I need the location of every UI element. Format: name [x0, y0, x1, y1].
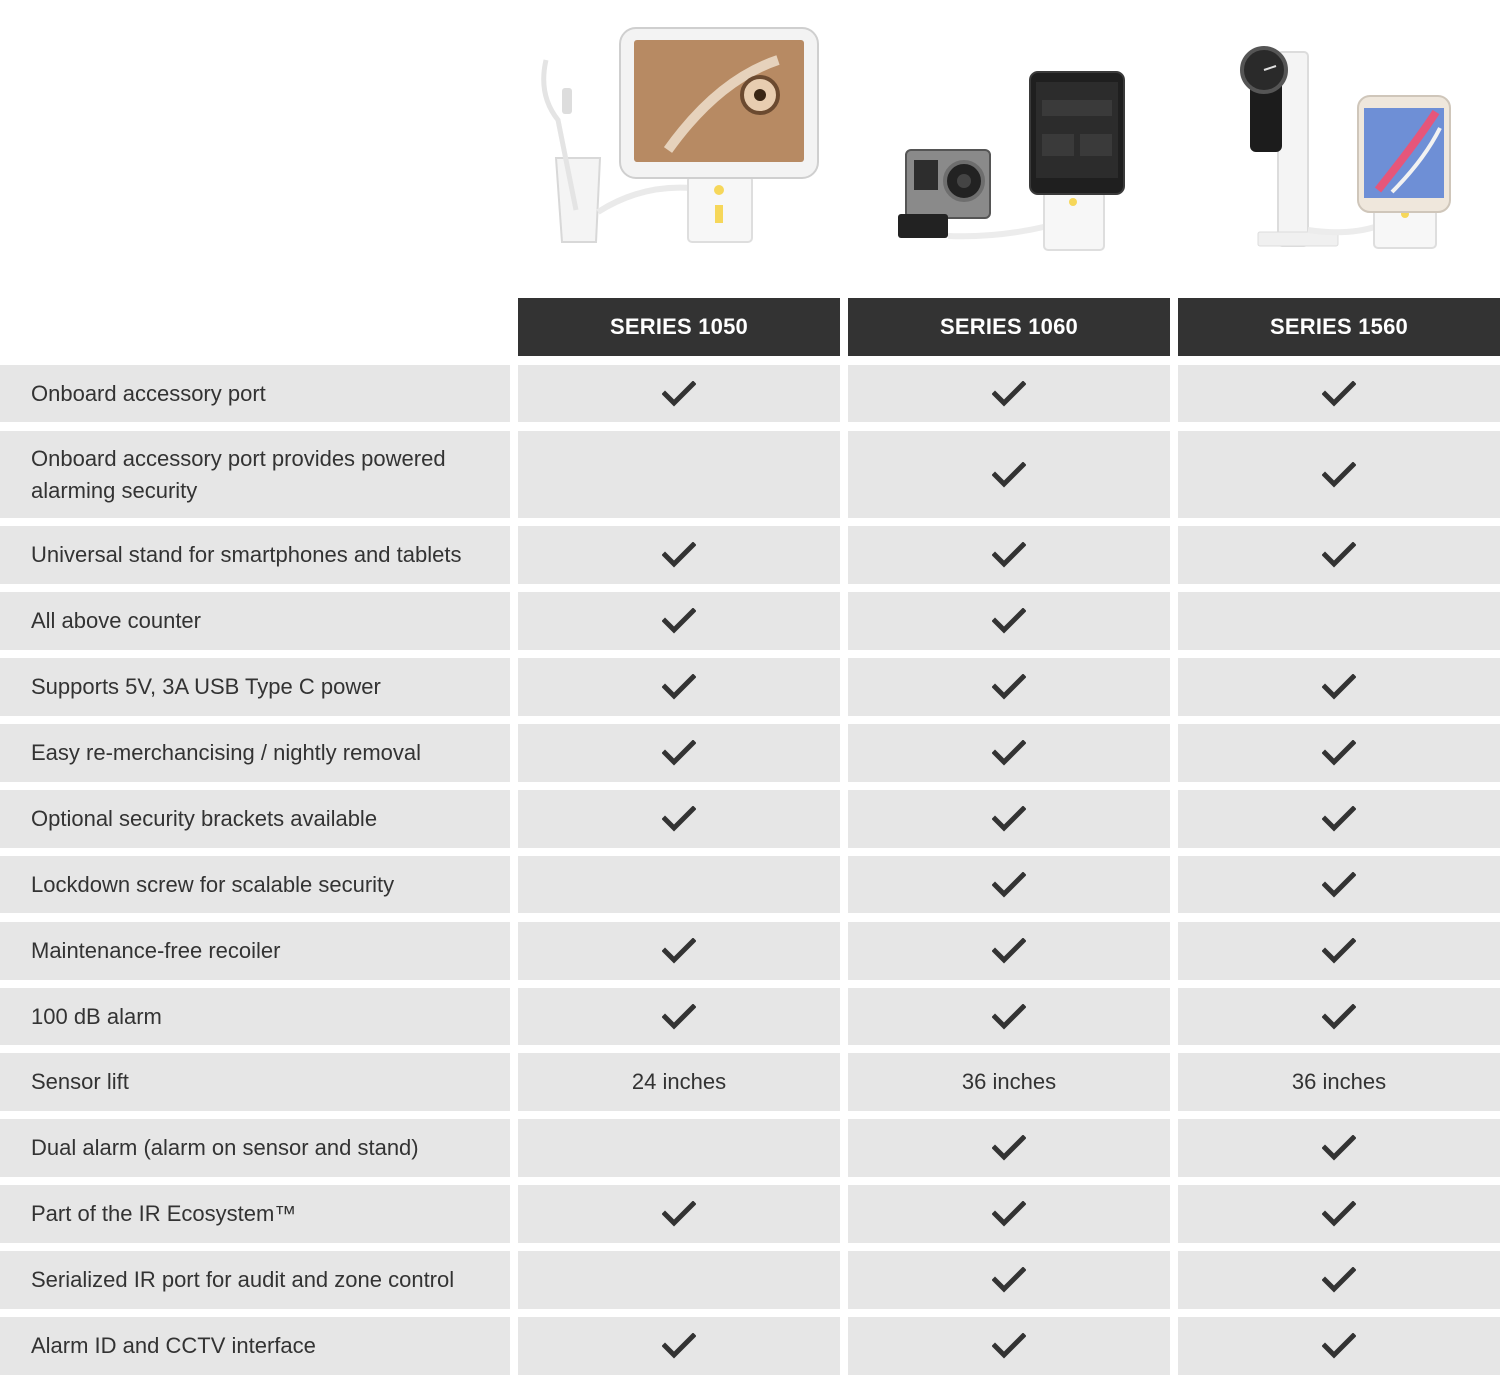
feature-label-text: Sensor lift [31, 1069, 129, 1094]
feature-cell-series-1560 [1178, 1185, 1500, 1243]
check-icon [992, 381, 1026, 407]
feature-label [0, 526, 510, 584]
column-header-series-1050: SERIES 1050 [518, 298, 840, 356]
table-row [0, 1119, 1500, 1177]
feature-cell-series-1060 [848, 922, 1170, 980]
feature-label-text: All above counter [31, 608, 201, 633]
feature-cell-series-1060 [848, 1053, 1170, 1111]
check-icon [1322, 1333, 1356, 1359]
check-icon [662, 740, 696, 766]
feature-cell-series-1060 [848, 1119, 1170, 1177]
feature-cell-series-1050 [518, 526, 840, 584]
feature-cell-series-1050 [518, 1119, 840, 1177]
check-icon [992, 1135, 1026, 1161]
table-row [0, 1053, 1500, 1111]
check-icon [1322, 1267, 1356, 1293]
feature-label-text: Onboard accessory port provides powered alarming security [31, 445, 446, 503]
check-icon [1322, 381, 1356, 407]
feature-cell-series-1050 [518, 1053, 840, 1111]
check-icon [992, 462, 1026, 488]
check-icon [1322, 1004, 1356, 1030]
check-icon [992, 740, 1026, 766]
check-icon [662, 674, 696, 700]
feature-cell-series-1060 [848, 365, 1170, 422]
table-row [0, 856, 1500, 913]
feature-label [0, 1251, 510, 1309]
feature-cell-series-1060 [848, 658, 1170, 716]
feature-label [0, 922, 510, 980]
feature-label-text: Lockdown screw for scalable security [31, 871, 395, 897]
feature-cell-series-1060 [848, 431, 1170, 518]
feature-cell-series-1060 [848, 1251, 1170, 1309]
check-icon [992, 1004, 1026, 1030]
table-row [0, 365, 1500, 422]
column-header-series-1560: SERIES 1560 [1178, 298, 1500, 356]
check-icon [1322, 806, 1356, 832]
feature-cell-series-1560 [1178, 658, 1500, 716]
feature-cell-series-1050 [518, 724, 840, 782]
feature-label [0, 592, 510, 650]
feature-label-text: Optional security brackets available [31, 806, 378, 831]
check-icon [1322, 462, 1356, 488]
feature-cell-series-1060 [848, 526, 1170, 584]
feature-cell-series-1050 [518, 856, 840, 913]
feature-label-text: Easy re-merchancising / nightly removal [31, 740, 422, 765]
check-icon [662, 1201, 696, 1227]
column-header-series-1060: SERIES 1060 [848, 298, 1170, 356]
feature-cell-series-1560 [1178, 1317, 1500, 1375]
table-row [0, 1317, 1500, 1375]
feature-cell-series-1560 [1178, 922, 1500, 980]
table-row [0, 1251, 1500, 1309]
check-icon [992, 872, 1026, 898]
feature-cell-series-1560 [1178, 592, 1500, 650]
feature-cell-series-1050 [518, 592, 840, 650]
check-icon [992, 806, 1026, 832]
feature-label-text: Universal stand for smartphones and tablets [31, 542, 462, 567]
feature-label [0, 724, 510, 782]
feature-cell-series-1050 [518, 1317, 840, 1375]
check-icon [662, 608, 696, 634]
check-icon [992, 1333, 1026, 1359]
check-icon [1322, 674, 1356, 700]
check-icon [662, 1004, 696, 1030]
feature-label [0, 431, 510, 518]
feature-label [0, 856, 510, 913]
feature-cell-series-1560 [1178, 1251, 1500, 1309]
feature-cell-series-1050 [518, 431, 840, 518]
feature-cell-series-1060 [848, 724, 1170, 782]
sensor-lift-value: 24 inches [631, 1069, 727, 1094]
feature-label-text: Alarm ID and CCTV interface [31, 1333, 316, 1358]
feature-cell-series-1050 [518, 790, 840, 848]
check-icon [992, 674, 1026, 700]
sensor-lift-value: 36 inches [1291, 1069, 1387, 1094]
feature-cell-series-1560 [1178, 1053, 1500, 1111]
feature-label-text: Serialized IR port for audit and zone control [31, 1267, 455, 1292]
feature-label-text: Onboard accessory port [31, 380, 266, 406]
feature-label [0, 1185, 510, 1243]
table-row [0, 592, 1500, 650]
check-icon [992, 1201, 1026, 1227]
check-icon [662, 806, 696, 832]
feature-label [0, 1119, 510, 1177]
check-icon [1322, 1201, 1356, 1227]
check-icon [1322, 1135, 1356, 1161]
product-image-series-1060 [848, 0, 1170, 298]
feature-label [0, 658, 510, 716]
table-row [0, 658, 1500, 716]
check-icon [662, 542, 696, 568]
table-row [0, 988, 1500, 1045]
feature-cell-series-1050 [518, 365, 840, 422]
feature-label-text: Supports 5V, 3A USB Type C power [31, 674, 381, 699]
check-icon [662, 938, 696, 964]
check-icon [992, 938, 1026, 964]
check-icon [992, 608, 1026, 634]
check-icon [1322, 938, 1356, 964]
feature-cell-series-1050 [518, 658, 840, 716]
feature-cell-series-1560 [1178, 988, 1500, 1045]
table-row [0, 1185, 1500, 1243]
feature-label-text: Maintenance-free recoiler [31, 938, 281, 963]
feature-label [0, 365, 510, 422]
feature-label-text: 100 dB alarm [31, 1003, 162, 1029]
check-icon [662, 1333, 696, 1359]
feature-cell-series-1560 [1178, 526, 1500, 584]
table-row [0, 922, 1500, 980]
feature-cell-series-1060 [848, 790, 1170, 848]
feature-label [0, 1053, 510, 1111]
feature-label [0, 1317, 510, 1375]
product-image-series-1560 [1178, 0, 1500, 298]
table-row [0, 790, 1500, 848]
feature-label-text: Dual alarm (alarm on sensor and stand) [31, 1135, 419, 1160]
feature-cell-series-1560 [1178, 365, 1500, 422]
sensor-lift-value: 36 inches [961, 1069, 1057, 1094]
feature-cell-series-1050 [518, 1185, 840, 1243]
feature-cell-series-1560 [1178, 431, 1500, 518]
check-icon [1322, 740, 1356, 766]
feature-cell-series-1060 [848, 1185, 1170, 1243]
feature-cell-series-1560 [1178, 1119, 1500, 1177]
table-row [0, 724, 1500, 782]
feature-cell-series-1050 [518, 922, 840, 980]
feature-cell-series-1060 [848, 1317, 1170, 1375]
feature-label-text: Part of the IR Ecosystem™ [31, 1201, 297, 1226]
check-icon [992, 542, 1026, 568]
feature-cell-series-1060 [848, 592, 1170, 650]
check-icon [1322, 542, 1356, 568]
check-icon [992, 1267, 1026, 1293]
feature-cell-series-1050 [518, 1251, 840, 1309]
feature-cell-series-1060 [848, 856, 1170, 913]
table-row [0, 431, 1500, 518]
feature-cell-series-1560 [1178, 790, 1500, 848]
feature-cell-series-1560 [1178, 724, 1500, 782]
feature-cell-series-1050 [518, 988, 840, 1045]
feature-label [0, 790, 510, 848]
check-icon [662, 381, 696, 407]
check-icon [1322, 872, 1356, 898]
feature-label [0, 988, 510, 1045]
feature-cell-series-1060 [848, 988, 1170, 1045]
table-row [0, 526, 1500, 584]
feature-cell-series-1560 [1178, 856, 1500, 913]
product-image-series-1050 [518, 0, 840, 298]
